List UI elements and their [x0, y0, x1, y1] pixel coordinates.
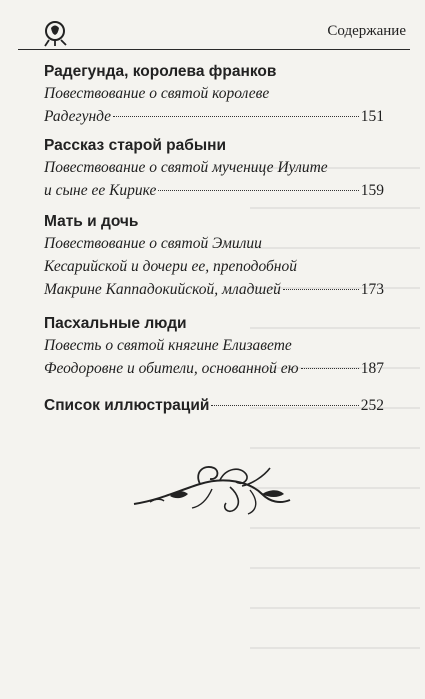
entry-subtitle: Повествование о святой Эмилии	[44, 235, 262, 252]
toc-entry[interactable]	[44, 212, 384, 301]
floral-ornament-icon	[130, 460, 295, 518]
dot-leader	[211, 405, 358, 406]
entry-title: Мать и дочь	[44, 213, 139, 230]
toc-entry[interactable]	[44, 136, 384, 202]
toc-entry[interactable]	[44, 314, 384, 380]
dot-leader	[158, 190, 358, 191]
entry-title: Список иллюстраций	[44, 397, 210, 414]
toc-entry[interactable]	[44, 396, 384, 416]
toc-entry[interactable]	[44, 62, 384, 128]
entry-subtitle: Повествование о святой мученице Иулите	[44, 159, 328, 176]
publisher-logo-icon	[40, 16, 70, 48]
page-number: 173	[360, 281, 384, 298]
dot-leader	[113, 116, 359, 117]
entry-subtitle: и сыне ее Кирике	[44, 182, 157, 199]
entry-subtitle: Повествование о святой королеве	[44, 85, 270, 102]
page-number: 159	[360, 182, 384, 199]
dot-leader	[301, 368, 359, 369]
entry-title: Пасхальные люди	[44, 315, 187, 332]
entry-title: Рассказ старой рабыни	[44, 137, 226, 154]
entry-title: Радегунда, королева франков	[44, 63, 277, 80]
dot-leader	[283, 289, 359, 290]
entry-subtitle: Кесарийской и дочери ее, преподобной	[44, 258, 297, 275]
page-header	[18, 14, 410, 50]
entry-subtitle: Макрине Каппадокийской, младшей	[44, 281, 281, 298]
page-number: 187	[360, 360, 384, 377]
page-number: 151	[360, 108, 384, 125]
entry-subtitle: Радегунде	[44, 108, 112, 125]
entry-subtitle: Феодоровне и обители, основанной ею	[44, 360, 299, 377]
page-title: Содержание	[327, 23, 406, 39]
entry-subtitle: Повесть о святой княгине Елизавете	[44, 337, 292, 354]
page-number: 252	[360, 397, 384, 414]
